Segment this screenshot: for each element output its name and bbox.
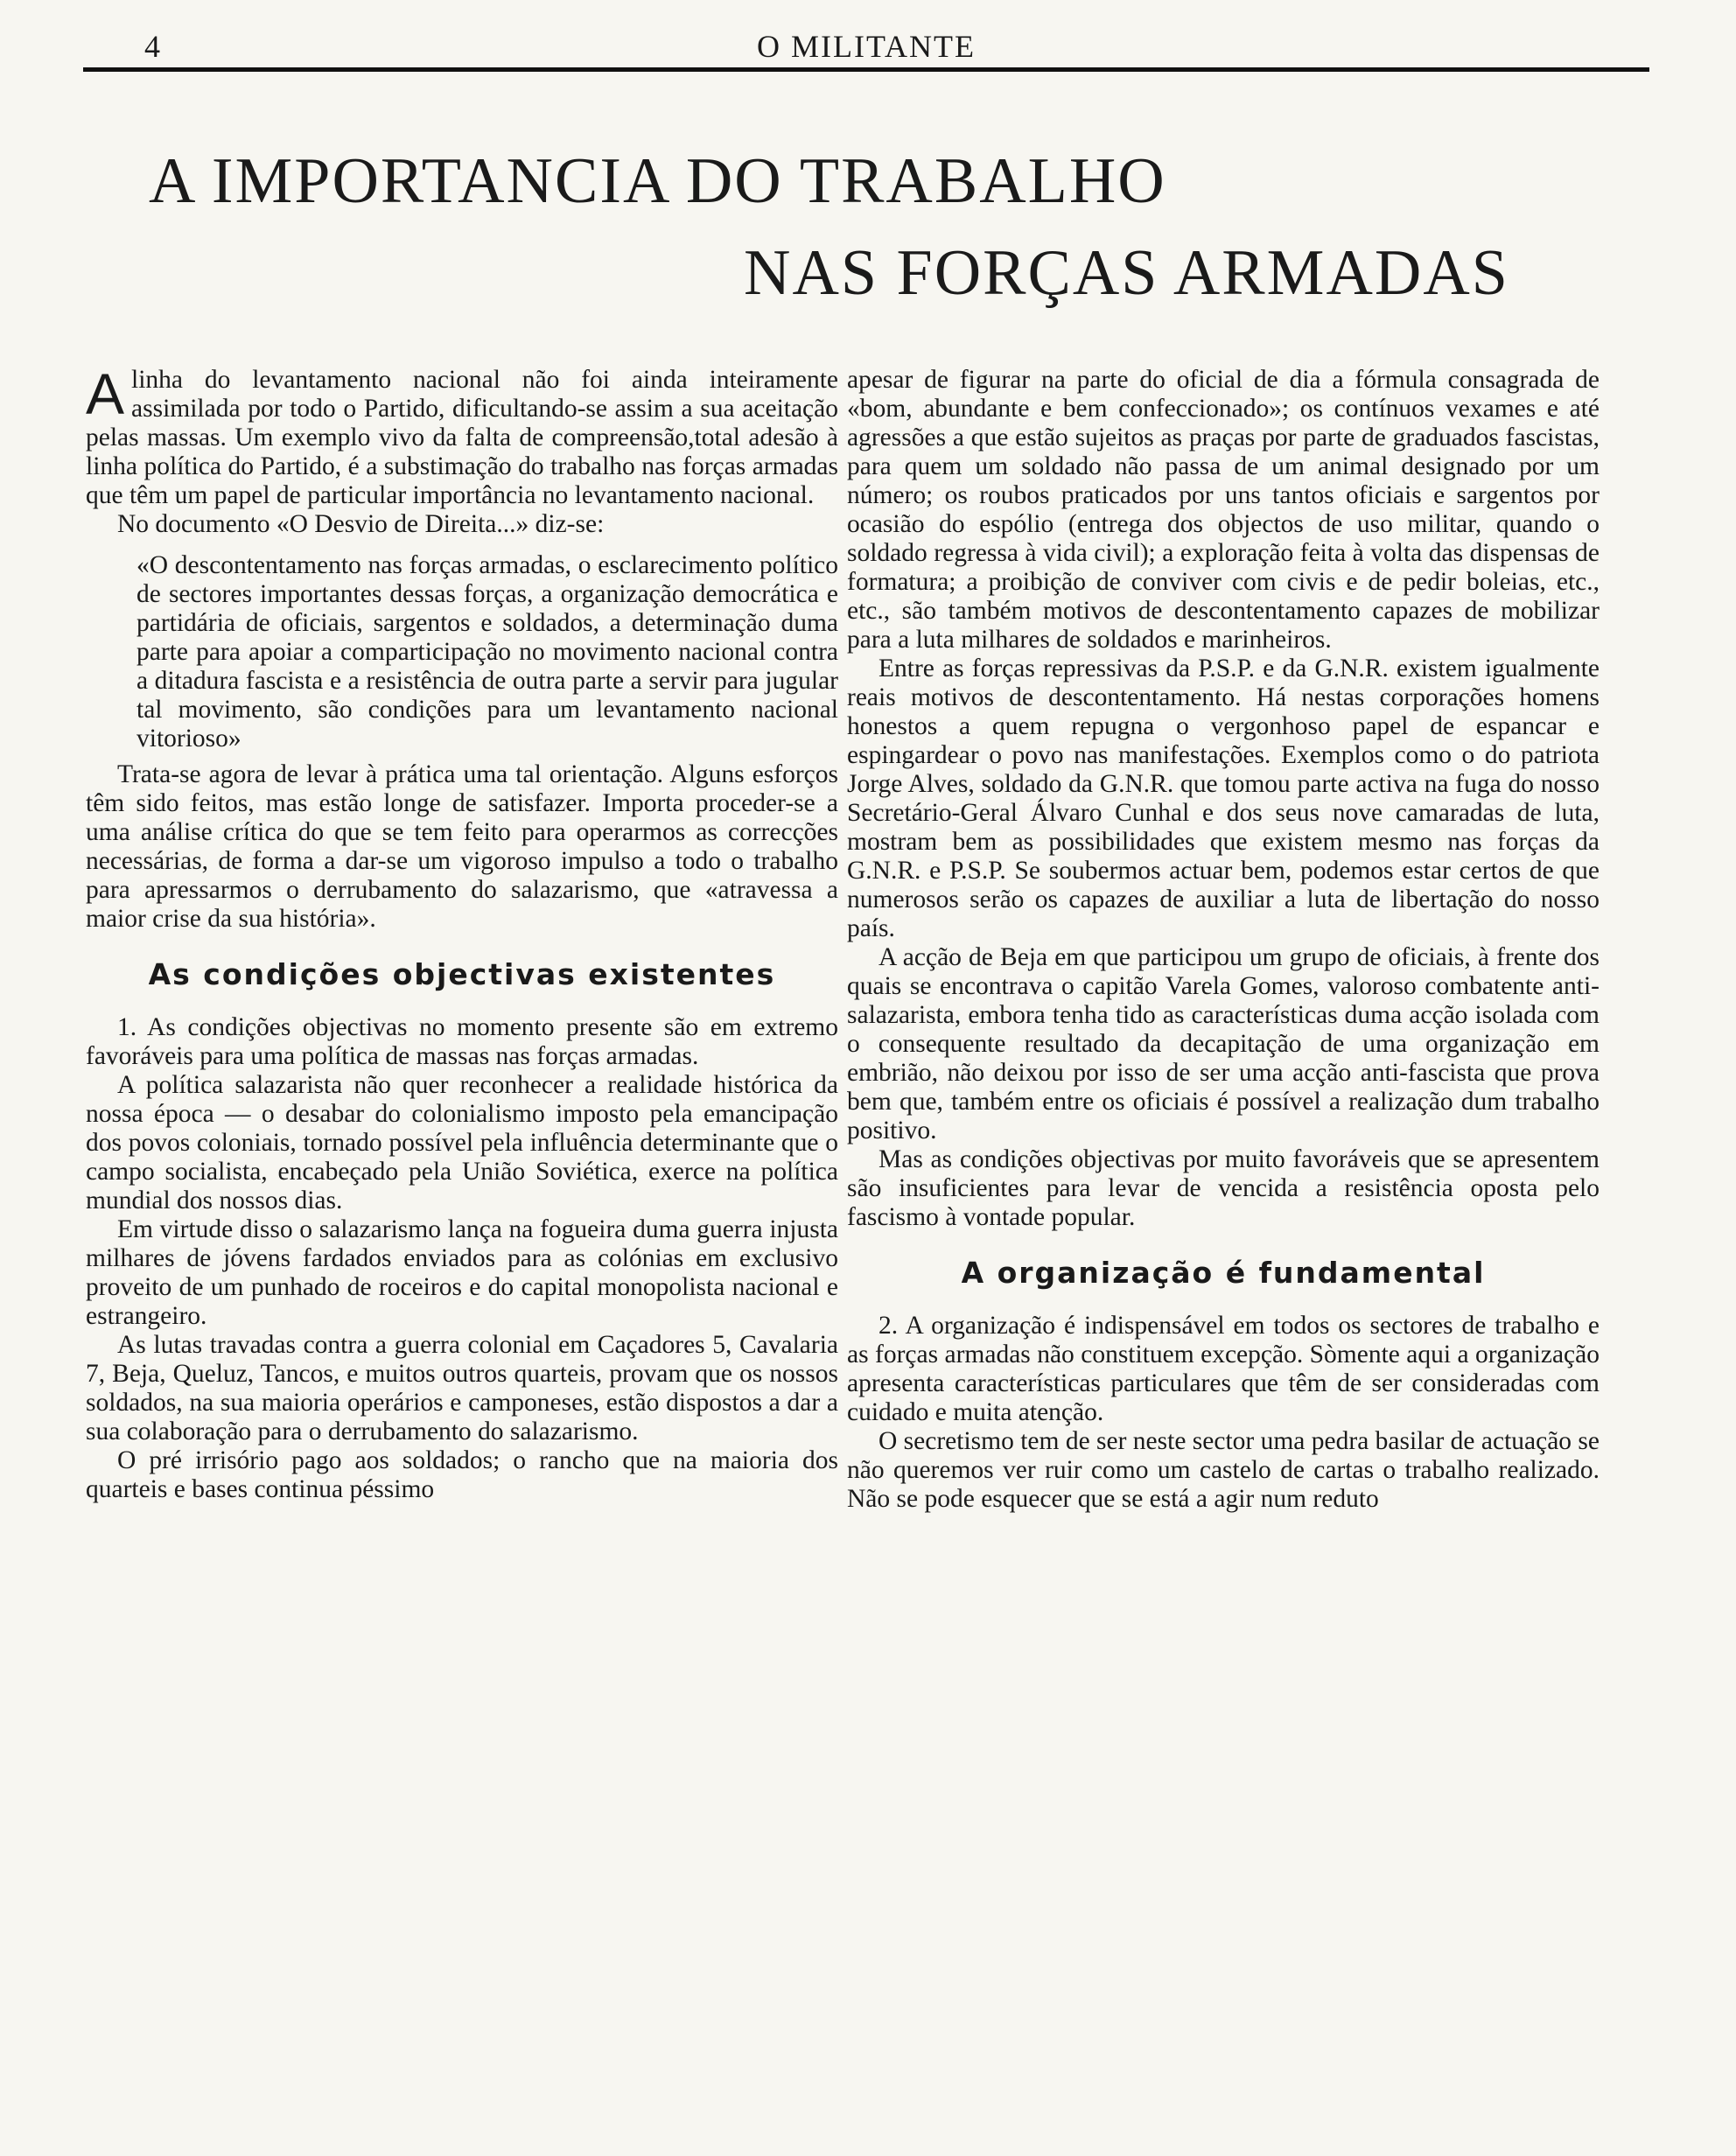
paragraph-organization: 2. A organização é indispensável em todos os sectores de trabalho e as forças armadas não constituem excepção. Sòmente aqui a organização apresenta características particulares que têm de ser consideradas com cuidado e muita atenção. xyxy=(847,1312,1600,1426)
drop-cap: A xyxy=(86,366,125,426)
right-column xyxy=(847,366,1600,2098)
document-reference: No documento «O Desvio de Direita...» diz-se: xyxy=(117,510,605,538)
paragraph-5: O pré irrisório pago aos soldados; o rancho que na maioria dos quarteis e bases continua péssimo xyxy=(86,1446,838,1503)
header-rule xyxy=(83,67,1649,72)
left-column xyxy=(86,366,838,2098)
title-line-1: A IMPORTANCIA DO TRABALHO xyxy=(149,145,1166,217)
intro-paragraph xyxy=(86,366,838,510)
page-header xyxy=(83,19,1649,72)
section-heading-conditions: As condições objectivas existentes xyxy=(148,957,776,991)
paragraph-continued: apesar de figurar na parte do oficial de dia a fórmula consagrada de «bom, abundante e bem confeccionado»; os contínuos vexames e até agressões a que estão sujeitos as praças por parte de graduados fascistas, para quem um soldado não passa de um animal designado por um número; os roubos praticados por uns tantos oficiais e sargentos por ocasião do espólio (entrega dos objectos de uso militar, quando o soldado regressa à vida civil); a exploração feita à volta das dispensas de formatura; a proibição de conviver com civis e de pedir boleias, etc., etc., são também motivos de descontentamento capazes de mobilizar para a luta milhares de soldados e marinheiros. xyxy=(847,366,1600,654)
intro-text: linha do levantamento nacional não foi ainda inteiramente assimilada por todo o Partido, dificultando-se assim a sua aceitação pelas massas. Um exemplo vivo da falta de compreensão,total adesão à linha política do Partido, é a substimação do trabalho nas forças armadas que têm um papel de particular importância no levantamento nacional. xyxy=(86,366,838,509)
paragraph-4: As lutas travadas contra a guerra colonial em Caçadores 5, Cavalaria 7, Beja, Queluz, Tancos, e muitos outros quarteis, provam que os nossos soldados, na sua maioria operários e camponeses, estão dispostos a dar a sua colaboração para o derrubamento do salazarismo. xyxy=(86,1331,838,1446)
section-heading-organization: A organização é fundamental xyxy=(961,1256,1486,1290)
paragraph-2: A política salazarista não quer reconhecer a realidade histórica da nossa época — o desabar do colonialismo imposto pela emancipação dos povos coloniais, tornado possível pela influência determinante que o campo socialista, encabeçado pela União Soviética, exerce na política mundial dos nossos dias. xyxy=(86,1071,838,1214)
paragraph-beja: A acção de Beja em que participou um grupo de oficiais, à frente dos quais se encontrava o capitão Varela Gomes, valoroso combatente anti-salazarista, embora tenha tido as características duma acção isolada com o consequente resultado da decapitação de uma organização em embrião, não deixou por isso de ser uma acção anti-fascista que prova bem que, também entre os oficiais é possível a realização dum trabalho positivo. xyxy=(847,943,1600,1144)
paragraph-1: 1. As condições objectivas no momento presente são em extremo favoráveis para uma política de massas nas forças armadas. xyxy=(86,1013,838,1070)
title-line-2: NAS FORÇAS ARMADAS xyxy=(744,237,1509,309)
article-title xyxy=(149,136,1549,319)
paragraph-trata: Trata-se agora de levar à prática uma tal orientação. Alguns esforços têm sido feitos, mas estão longe de satisfazer. Importa proceder-se a uma análise crítica do que se tem feito para operarmos as correcções necessárias, de forma a dar-se um vigoroso impulso a todo o trabalho para apressarmos o derrubamento do salazarismo, que «atravessa a maior crise da sua história». xyxy=(86,760,838,933)
paragraph-3: Em virtude disso o salazarismo lança na fogueira duma guerra injusta milhares de jóvens fardados enviados para as colónias em exclusivo proveito de um punhado de roceiros e do capital monopolista nacional e estrangeiro. xyxy=(86,1215,838,1330)
block-quote xyxy=(86,551,838,753)
paragraph-secrecy: O secretismo tem de ser neste sector uma pedra basilar de actuação se não queremos ver ruir como um castelo de cartas o trabalho realizado. Não se pode esquecer que se está a agir num reduto xyxy=(847,1427,1600,1513)
publication-name: O MILITANTE xyxy=(756,29,976,64)
quote-text: «O descontentamento nas forças armadas, o esclarecimento político de sectores importantes dessas forças, a organização democrática e partidária de oficiais, sargentos e soldados, a determinação duma parte para apoiar a comparticipação no movimento nacional contra a ditadura fascista e a resistência de outra parte a servir para jugular tal movimento, são condições para um levantamento nacional vitorioso» xyxy=(136,551,838,752)
paragraph-psp-gnr: Entre as forças repressivas da P.S.P. e da G.N.R. existem igualmente reais motivos de descontentamento. Há nestas corporações homens honestos a quem repugna o vergonhoso papel de espancar e espingardear o povo nas manifestações. Exemplos como o do patriota Jorge Alves, soldado da G.N.R. que tomou parte activa na fuga do nosso Secretário-Geral Álvaro Cunhal e dos seus nove camaradas de luta, mostram bem as possibilidades que existem mesmo nas forças da G.N.R. e P.S.P. Se soubermos actuar bem, podemos estar certos de que numerosos serão os capazes de auxiliar a luta de libertação do nosso país. xyxy=(847,654,1600,942)
page-number: 4 xyxy=(144,29,160,64)
paragraph-conditions: Mas as condições objectivas por muito favoráveis que se apresentem são insuficientes para levar de vencida a resistência oposta pelo fascismo à vontade popular. xyxy=(847,1145,1600,1231)
